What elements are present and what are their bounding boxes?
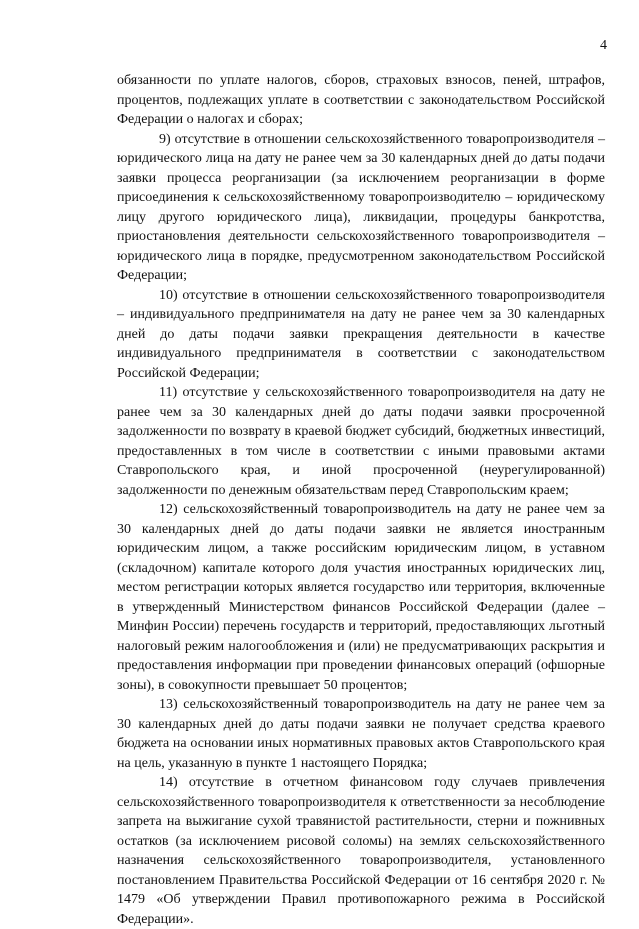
- paragraph-item-12: 12) сельскохозяйственный товаропроизводитель на дату не ранее чем за 30 календарных дней до даты подачи заявки не является иностранным юридическим лицом, а также российским юридическим лицом, в уставном (складочном) капитале которого доля участия иностранных юридических лиц, местом регистрации которых является государство или территория, включенные в утвержденный Министерством финансов Российской Федерации (далее – Минфин России) перечень государств и территорий, предоставляющих льготный налоговый режим налогообложения и (или) не предусматривающих раскрытия и предоставления информации при проведении финансовых операций (офшорные зоны), в совокупности превышает 50 процентов;: [117, 502, 605, 693]
- paragraph-item-14: 14) отсутствие в отчетном финансовом году случаев привлечения сельскохозяйственного товаропроизводителя к ответственности за несоблюдение запрета на выжигание сухой травянистой растительности, стерни и пожнивных остатков (за исключением рисовой соломы) на землях сельскохозяйственного назначения сельскохозяйственного товаропроизводителя, установленного постановлением Правительства Российской Федерации от 16 сентября 2020 г. № 1479 «Об утверждении Правил противопожарного режима в Российской Федерации».: [117, 775, 605, 927]
- paragraph-item-11: 11) отсутствие у сельскохозяйственного товаропроизводителя на дату не ранее чем за 30 календарных дней до даты подачи заявки просроченной задолженности по возврату в краевой бюджет субсидий, бюджетных инвестиций, предоставленных в том числе в соответствии с иными правовыми актами Ставропольского края, и иной просроченной (неурегулированной) задолженности по денежным обязательствам перед Ставропольским краем;: [117, 385, 605, 498]
- document-body: [117, 71, 605, 929]
- paragraph-item-9: 9) отсутствие в отношении сельскохозяйственного товаропроизводителя – юридического лица на дату не ранее чем за 30 календарных дней до даты подачи заявки процесса реорганизации (за исключением реорганизации в форме присоединения к сельскохозяйственному товаропроизводителю – юридическому лицу другого юридического лица), ликвидации, процедуры банкротства, приостановления деятельности сельскохозяйственного товаропроизводителя – юридического лица в порядке, предусмотренном законодательством Российской Федерации;: [117, 131, 605, 283]
- paragraph-continuation: обязанности по уплате налогов, сборов, страховых взносов, пеней, штрафов, процентов, подлежащих уплате в соответствии с законодательством Российской Федерации о налогах и сборах;: [117, 73, 605, 127]
- paragraph-item-13: 13) сельскохозяйственный товаропроизводитель на дату не ранее чем за 30 календарных дней до даты подачи заявки не получает средства краевого бюджета на основании иных нормативных правовых актов Ставропольского края на цель, указанную в пункте 1 настоящего Порядка;: [117, 697, 605, 771]
- paragraph-item-10: 10) отсутствие в отношении сельскохозяйственного товаропроизводителя – индивидуального предпринимателя на дату не ранее чем за 30 календарных дней до даты подачи заявки прекращения деятельности в качестве индивидуального предпринимателя в соответствии с законодательством Российской Федерации;: [117, 287, 605, 381]
- page-number: 4: [600, 38, 607, 53]
